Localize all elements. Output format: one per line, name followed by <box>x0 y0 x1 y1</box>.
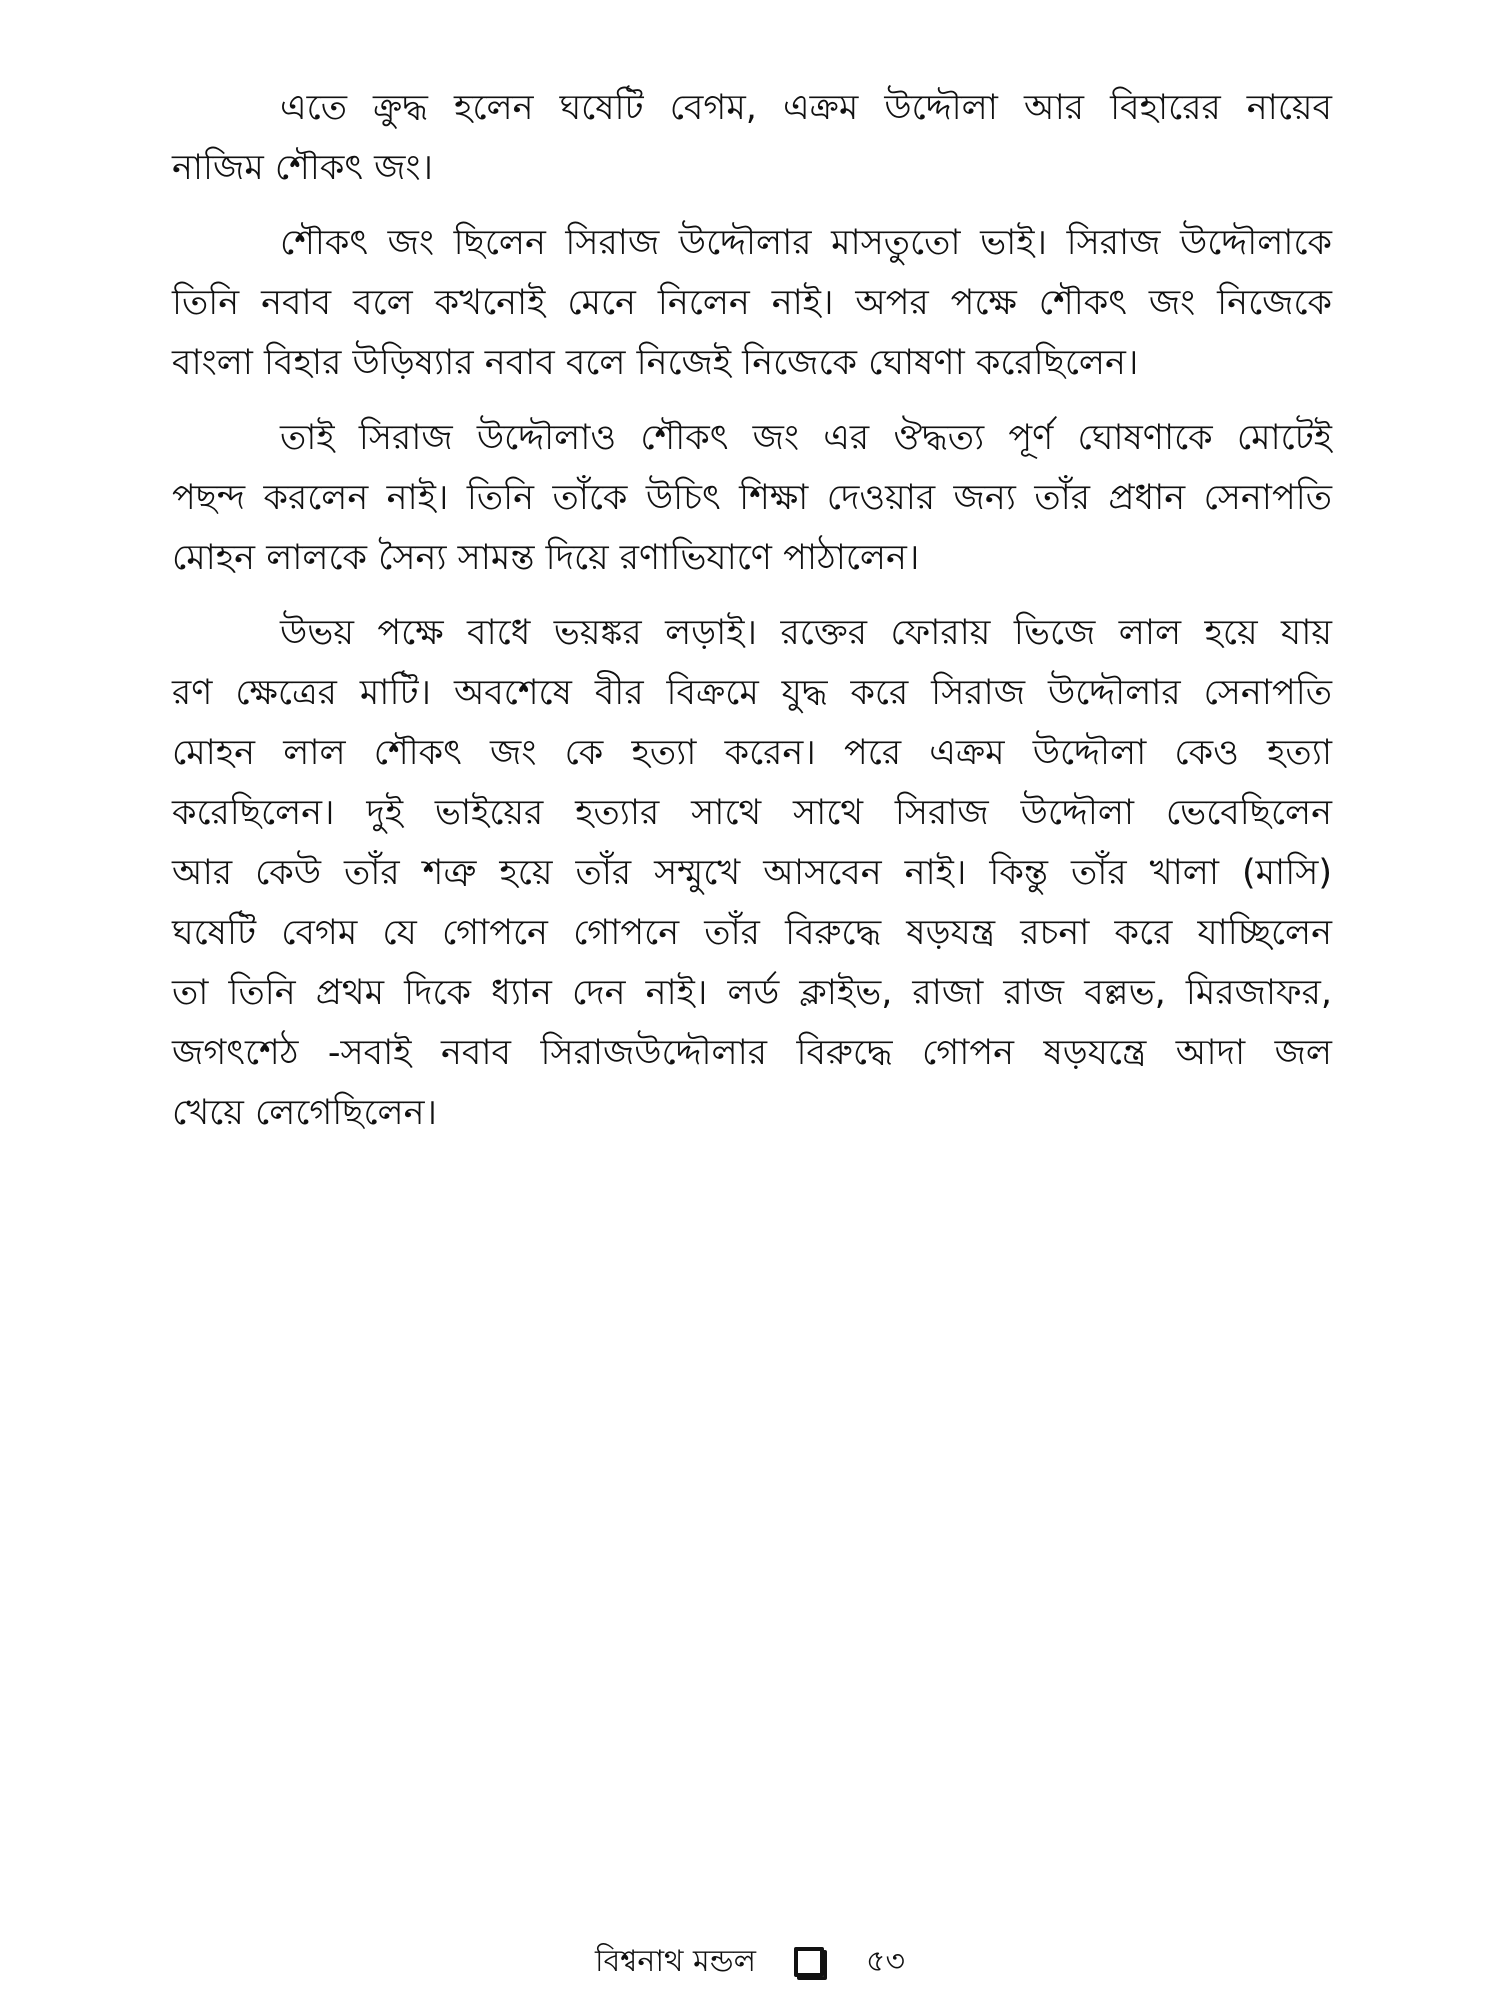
paragraph-4-line-4: করেছিলেন। দুই ভাইয়ের হত্যার সাথে সাথে সিরাজ উদ্দৌলা ভেবেছিলেন <box>172 793 1332 833</box>
paragraph-3-line-1: তাই সিরাজ উদ্দৌলাও শৌকৎ জং এর ঔদ্ধত্য পূর্ণ ঘোষণাকে মোটেই <box>280 418 1332 458</box>
paragraph-3-line-3: মোহন লালকে সৈন্য সামন্ত দিয়ে রণাভিযাণে পাঠালেন। <box>172 538 920 578</box>
paragraph-4-line-6: ঘষেটি বেগম যে গোপনে গোপনে তাঁর বিরুদ্ধে ষড়যন্ত্র রচনা করে যাচ্ছিলেন <box>172 913 1332 953</box>
paragraph-4-line-3: মোহন লাল শৌকৎ জং কে হত্যা করেন। পরে এক্রম উদ্দৌলা কেও হত্যা <box>172 733 1332 773</box>
paragraph-4-line-2: রণ ক্ষেত্রের মাটি। অবশেষে বীর বিক্রমে যুদ্ধ করে সিরাজ উদ্দৌলার সেনাপতি <box>172 673 1332 713</box>
body-text <box>172 78 1332 1143</box>
author-name: বিশ্বনাথ মন্ডল <box>595 1943 756 1979</box>
paragraph-4-line-1: উভয় পক্ষে বাধে ভয়ঙ্কর লড়াই। রক্তের ফোরায় ভিজে লাল হয়ে যায় <box>280 613 1332 653</box>
paragraph-4-line-8: জগৎশেঠ -সবাই নবাব সিরাজউদ্দৌলার বিরুদ্ধে গোপন ষড়যন্ত্রে আদা জল <box>172 1033 1332 1073</box>
paragraph-1-line-1: এতে ক্রুদ্ধ হলেন ঘষেটি বেগম, এক্রম উদ্দৌলা আর বিহারের নায়েব <box>280 88 1332 128</box>
paragraph-1-line-2: নাজিম শৌকৎ জং। <box>172 148 434 188</box>
square-box-icon <box>794 1947 824 1977</box>
paragraph-2-line-2: তিনি নবাব বলে কখনোই মেনে নিলেন নাই। অপর পক্ষে শৌকৎ জং নিজেকে <box>172 283 1332 323</box>
paragraph-2-line-1: শৌকৎ জং ছিলেন সিরাজ উদ্দৌলার মাসতুতো ভাই। সিরাজ উদ্দৌলাকে <box>280 223 1332 263</box>
paragraph-3-line-2: পছন্দ করলেন নাই। তিনি তাঁকে উচিৎ শিক্ষা দেওয়ার জন্য তাঁর প্রধান সেনাপতি <box>172 478 1332 518</box>
paragraph-4-line-9: খেয়ে লেগেছিলেন। <box>172 1093 438 1133</box>
paragraph-2-line-3: বাংলা বিহার উড়িষ্যার নবাব বলে নিজেই নিজেকে ঘোষণা করেছিলেন। <box>172 343 1139 383</box>
page-number: ৫৩ <box>865 1943 905 1979</box>
paragraph-4-line-5: আর কেউ তাঁর শত্রু হয়ে তাঁর সম্মুখে আসবেন নাই। কিন্তু তাঁর খালা (মাসি) <box>172 853 1332 893</box>
page-footer <box>0 1942 1500 1982</box>
paragraph-4-line-7: তা তিনি প্রথম দিকে ধ্যান দেন নাই। লর্ড ক্লাইভ, রাজা রাজ বল্লভ, মিরজাফর, <box>172 973 1332 1013</box>
